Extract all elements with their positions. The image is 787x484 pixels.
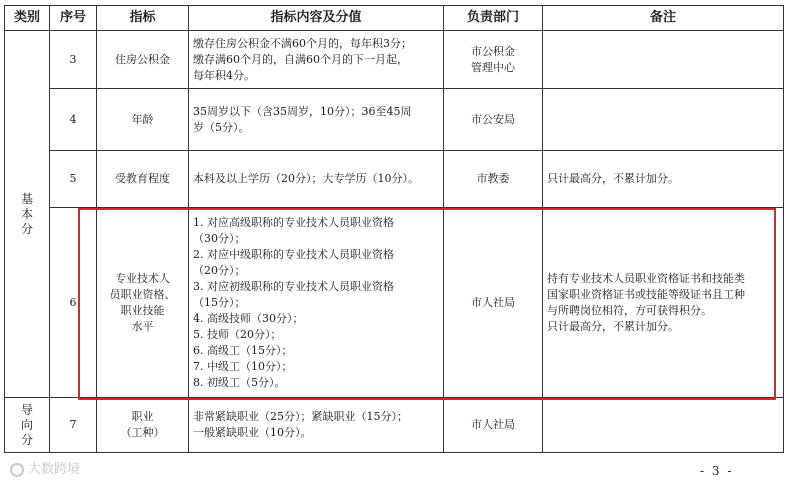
indicator-line: 水平 [131,319,154,333]
category-char: 本 [20,206,33,221]
header-seq: 序号 [50,6,97,31]
dept-cell [444,208,543,398]
content-line: 岁（5分）。 [193,120,250,134]
remark-line: 国家职业资格证书或技能等级证书且工种 [547,287,745,301]
seq-cell: 3 [50,31,97,89]
watermark-logo-icon [10,463,24,477]
content-cell [189,208,444,398]
content-line: 2. 对应中级职称的专业技术人员职业资格 [193,247,394,261]
category-char: 向 [20,417,33,432]
dept-line: 市人社局 [471,418,515,431]
indicator-line: 住房公积金 [115,52,170,66]
remark-line: 只计最高分，不累计加分。 [547,319,679,333]
dept-cell [444,398,543,453]
indicator-line: 年龄 [131,112,154,126]
table-row [5,151,784,208]
indicator-line: 受教育程度 [115,172,170,185]
content-line: 1. 对应高级职称的专业技术人员职业资格 [193,215,394,229]
dept-line: 管理中心 [471,60,515,74]
content-line: 一般紧缺职业（10分）。 [193,426,312,439]
content-line: （15分）； [193,295,246,309]
category-char: 分 [20,432,33,447]
indicator-line: 员职业资格、 [109,287,176,301]
dept-line: 市人社局 [471,295,515,309]
indicator-line: 职业技能 [120,303,165,317]
indicator-cell [97,398,189,453]
seq-cell: 5 [50,151,97,208]
header-indicator: 指标 [97,6,189,31]
dept-line: 市公积金 [471,44,515,58]
header-row [5,6,784,31]
watermark [10,458,80,477]
remark-cell [543,31,784,89]
seq-cell: 6 [50,208,97,398]
content-line: 6. 高级工（15分）； [193,343,293,357]
content-line: 7. 中级工（10分）； [193,359,293,373]
content-line: 非常紧缺职业（25分）；紧缺职业（15分）； [193,410,408,423]
content-line: 每年积4分。 [193,68,255,82]
indicator-line: 专业技术人 [115,271,170,285]
indicator-cell [97,31,189,89]
header-category: 类别 [5,6,50,31]
category-cell-basic [5,31,50,398]
dept-line: 市教委 [476,172,510,185]
indicator-line: （工种） [120,426,165,439]
content-cell [189,89,444,151]
remark-cell [543,151,784,208]
content-line: 8. 初级工（5分）。 [193,375,286,389]
content-line: （20分）； [193,263,246,277]
category-cell-guidance [5,398,50,453]
header-dept: 负责部门 [444,6,543,31]
content-line: （30分）； [193,231,246,245]
content-line: 3. 对应初级职称的专业技术人员职业资格 [193,279,394,293]
category-char: 分 [20,221,33,236]
remark-cell [543,208,784,398]
points-table [4,5,784,453]
remark-cell [543,89,784,151]
remark-line: 持有专业技术人员职业资格证书和技能类 [547,271,745,285]
watermark-text: 大数跨境 [28,462,81,477]
indicator-cell [97,208,189,398]
content-line: 缴存满60个月的，自满60个月的下一月起， [193,52,408,66]
dept-cell [444,31,543,89]
dept-cell [444,89,543,151]
header-content: 指标内容及分值 [189,6,444,31]
content-line: 本科及以上学历（20分）；大专学历（10分）。 [193,172,419,185]
content-line: 4. 高级技师（30分）； [193,311,304,325]
remark-line: 只计最高分，不累计加分。 [547,172,679,185]
content-line: 5. 技师（20分）； [193,327,282,341]
remark-line: 与所聘岗位相符，方可获得积分。 [547,303,712,317]
category-char: 导 [20,402,33,417]
remark-cell [543,398,784,453]
table-row [5,31,784,89]
table-row [5,89,784,151]
table-row [5,398,784,453]
dept-line: 市公安局 [471,112,515,126]
indicator-cell [97,89,189,151]
header-remark: 备注 [543,6,784,31]
seq-cell: 4 [50,89,97,151]
table-row [5,208,784,398]
category-char: 基 [20,191,33,206]
seq-cell: 7 [50,398,97,453]
content-line: 缴存住房公积金不满60个月的，每年积3分； [193,36,412,50]
indicator-line: 职业 [131,410,154,423]
dept-cell [444,151,543,208]
content-cell [189,31,444,89]
content-cell [189,398,444,453]
indicator-cell [97,151,189,208]
content-cell [189,151,444,208]
content-line: 35周岁以下（含35周岁，10分）；36至45周 [193,104,412,118]
page-number: - 3 - [700,464,734,478]
